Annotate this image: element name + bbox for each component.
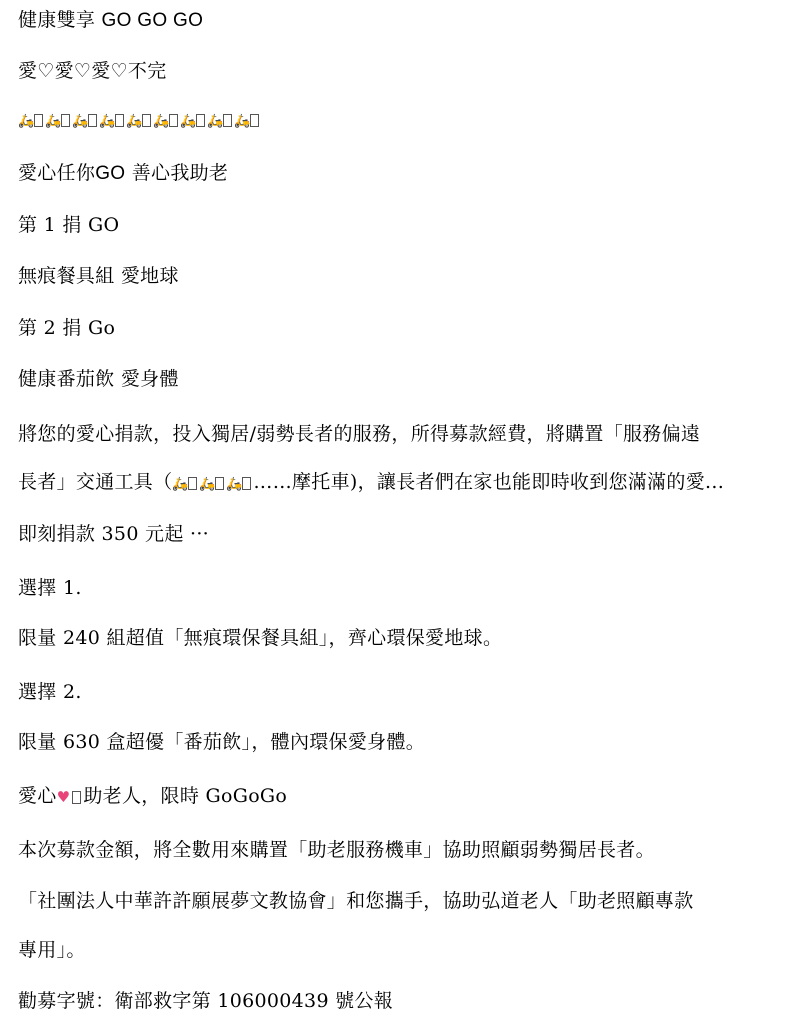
slogan-part-b: 善心我助老 — [131, 162, 229, 184]
missing-glyph-icon — [223, 114, 232, 127]
choice-1-desc: 限量 240 組超值「無痕環保餐具組」，齊心環保愛地球。 — [18, 627, 503, 649]
scooter-icon: 🛵 — [234, 114, 251, 129]
love-line: 愛♡愛♡愛♡不完 — [18, 60, 167, 82]
scooter-icon: 🛵 — [199, 477, 216, 492]
scooter-icon: 🛵 — [153, 114, 170, 129]
missing-glyph-icon — [88, 114, 97, 127]
missing-glyph-icon — [215, 477, 224, 490]
help-pre: 愛心 — [18, 785, 57, 807]
choice-1-label: 選擇 1. — [18, 577, 82, 599]
help-line — [18, 784, 287, 809]
title-line — [18, 8, 203, 33]
missing-glyph-icon — [115, 114, 124, 127]
slogan-go: GO — [95, 163, 126, 184]
paragraph-line-2-post: ……摩托車)，讓長者們在家也能即時收到您滿滿的愛... — [253, 471, 725, 493]
scooter-icon: 🛵 — [45, 114, 62, 129]
missing-glyph-icon — [169, 114, 178, 127]
missing-glyph-icon — [34, 114, 43, 127]
partner-line-2: 專用」。 — [18, 939, 86, 961]
missing-glyph-icon — [142, 114, 151, 127]
missing-glyph-icon — [188, 477, 197, 490]
missing-glyph-icon — [196, 114, 205, 127]
scooter-emoji-row — [18, 110, 261, 134]
donate-now-line: 即刻捐款 350 元起 ··· — [18, 523, 210, 545]
missing-glyph-icon — [61, 114, 70, 127]
scooter-icon: 🛵 — [126, 114, 143, 129]
scooter-icon: 🛵 — [72, 114, 89, 129]
heart-icon: ♥ — [56, 788, 71, 806]
scooter-icon: 🛵 — [18, 114, 35, 129]
scooter-icon: 🛵 — [172, 477, 189, 492]
purpose-line: 本次募款金額，將全數用來購置「助老服務機車」協助照顧弱勢獨居長者。 — [18, 839, 655, 861]
choice-2-label: 選擇 2. — [18, 681, 82, 703]
paragraph-line-2 — [18, 470, 724, 497]
partner-line-1: 「社團法人中華許許願展夢文教協會」和您攜手，協助弘道老人「助老照顧專款 — [18, 890, 694, 912]
slogan-part-a: 愛心任你 — [18, 162, 96, 184]
slogan-line — [18, 161, 228, 186]
title-english: GO GO GO — [101, 10, 204, 31]
scooter-icon: 🛵 — [99, 114, 116, 129]
inline-scooter-icons — [172, 471, 253, 493]
missing-glyph-icon — [250, 114, 259, 127]
paragraph-line-2-pre: 長者」交通工具（ — [18, 471, 173, 493]
scooter-icon: 🛵 — [226, 477, 243, 492]
paragraph-line-1: 將您的愛心捐款，投入獨居/弱勢長者的服務，所得募款經費，將購置「服務偏遠 — [18, 423, 701, 445]
help-post: 助老人，限時 GoGoGo — [83, 785, 288, 807]
permit-line: 勸募字號：衛部救字第 106000439 號公報 — [18, 990, 394, 1012]
scooter-icon: 🛵 — [180, 114, 197, 129]
choice-2-desc: 限量 630 盒超優「番茄飲」，體內環保愛身體。 — [18, 731, 426, 753]
title-chinese: 健康雙享 — [18, 9, 96, 31]
donation-1-desc: 無痕餐具組 愛地球 — [18, 265, 179, 287]
donation-2-label: 第 2 捐 Go — [18, 317, 116, 339]
missing-glyph-icon — [72, 791, 81, 804]
donation-2-desc: 健康番茄飲 愛身體 — [18, 368, 179, 390]
scooter-icon: 🛵 — [207, 114, 224, 129]
missing-glyph-icon — [242, 477, 251, 490]
donation-1-label: 第 1 捐 GO — [18, 214, 120, 236]
